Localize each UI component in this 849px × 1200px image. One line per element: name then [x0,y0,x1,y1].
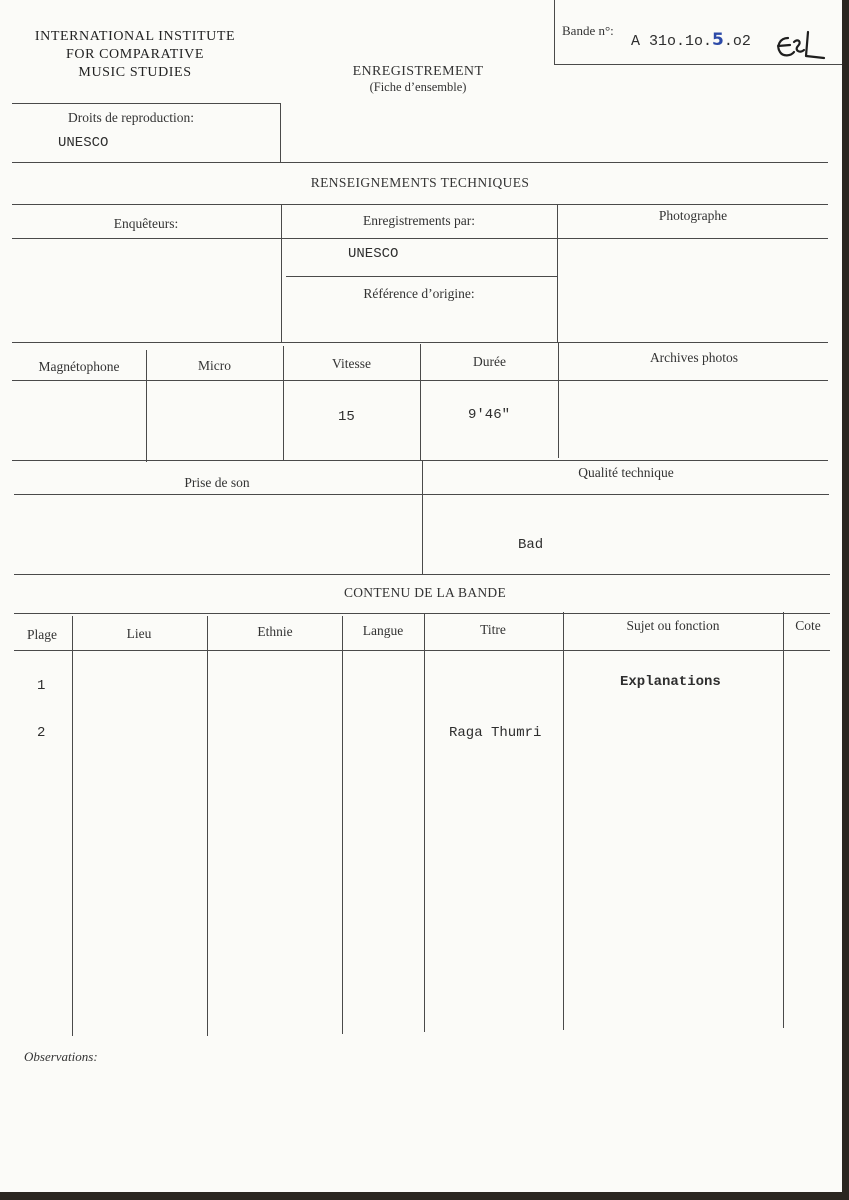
form-title: ENREGISTREMENT [352,64,484,79]
reference-label: Référence d’origine: [363,286,475,301]
quality-divider [422,460,423,574]
col-header-ethnie: Ethnie [257,624,293,639]
rights-box-right-border [280,103,281,162]
rule-contents-header [14,613,830,614]
col-header-plage: Plage [27,627,57,642]
technical-section-title: RENSEIGNEMENTS TECHNIQUES [310,175,530,190]
bande-label: Bande n°: [562,23,614,38]
prise-de-son-label: Prise de son [184,475,250,490]
bande-suffix: .o2 [723,33,751,50]
row-2-titre: Raga Thumri [449,725,542,741]
form-subtitle: (Fiche d’ensemble) [369,80,467,94]
contents-divider-4 [424,614,425,1032]
enqueteurs-label: Enquêteurs: [113,216,179,231]
col-header-sujet: Sujet ou fonction [626,618,720,633]
observations-label: Observations: [24,1049,98,1064]
bande-prefix: A 31o.1o. [631,33,713,50]
form-title-block [318,64,518,95]
col-header-langue: Langue [362,623,404,638]
contents-section-title: CONTENU DE LA BANDE [343,585,507,600]
bande-box-left-border [554,0,555,64]
institute-line-2: FOR COMPARATIVE [65,47,204,62]
qualite-label: Qualité technique [578,465,674,480]
duree-value: 9'46" [468,407,511,423]
equipment-divider-2 [283,346,284,460]
micro-label: Micro [198,358,231,373]
vitesse-label: Vitesse [332,356,371,371]
equipment-divider-4 [558,342,559,458]
col-header-cote: Cote [795,618,821,633]
rule-after-rights [12,162,828,163]
equipment-divider-1 [146,350,147,462]
bande-number [631,30,751,50]
magnetophone-label: Magnétophone [38,359,120,374]
contents-divider-3 [342,616,343,1034]
technical-divider-2 [557,204,558,342]
bande-box-bottom-border [554,64,842,65]
institute-line-3: MUSIC STUDIES [78,65,192,80]
rule-technical-labels [12,238,828,239]
rights-box-top-border [12,103,280,104]
row-2-plage: 2 [37,725,46,741]
rule-contents-columns [14,650,830,651]
vitesse-value: 15 [338,409,355,425]
enregistrements-value: UNESCO [348,246,399,262]
rights-label: Droits de reproduction: [68,110,194,125]
contents-divider-6 [783,612,784,1028]
contents-divider-1 [72,616,73,1036]
rule-technical-header [12,204,828,205]
col-header-lieu: Lieu [126,626,152,641]
institute-line-1: INTERNATIONAL INSTITUTE [34,29,236,44]
archives-label: Archives photos [649,350,739,365]
enregistrements-label: Enregistrements par: [362,213,476,228]
handwritten-initials-signature [772,30,828,64]
rule-before-contents [14,574,830,575]
rule-reference [286,276,557,277]
rule-after-equipment [12,460,828,461]
institute-name [6,28,264,82]
contents-divider-2 [207,616,208,1036]
rule-before-equipment [12,342,828,343]
contents-divider-5 [563,612,564,1030]
duree-label: Durée [473,354,506,369]
technical-divider-1 [281,204,282,342]
equipment-divider-3 [420,344,421,460]
row-1-sujet: Explanations [620,674,721,690]
bande-handwritten-digit: 5 [712,30,724,50]
rights-value: UNESCO [58,135,109,151]
row-1-plage: 1 [37,678,46,694]
col-header-titre: Titre [480,622,506,637]
photographe-label: Photographe [658,208,728,223]
qualite-value: Bad [518,537,544,553]
